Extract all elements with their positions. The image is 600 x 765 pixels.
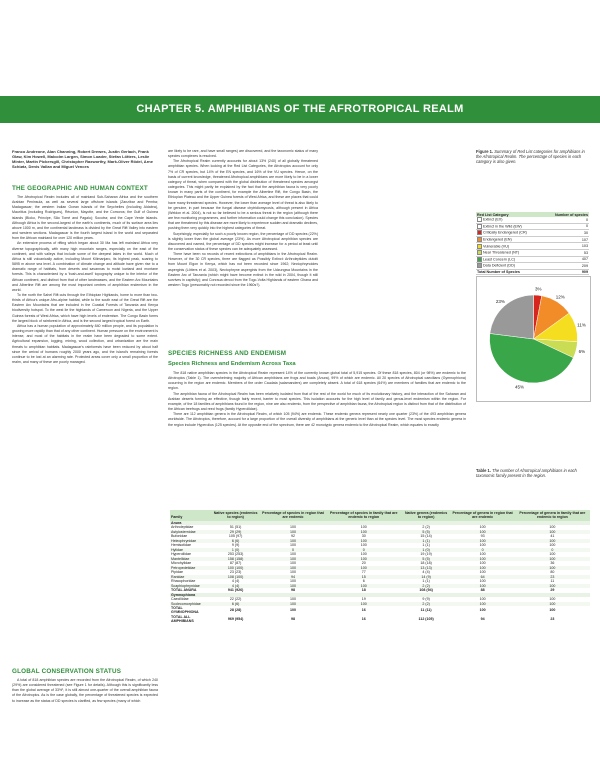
table-cell: 15 [326, 575, 402, 579]
table-cell: 100 [515, 602, 590, 606]
table-1-caption [476, 468, 589, 478]
column-header: Percentage of species in region that are endemic [262, 511, 324, 520]
table-cell: 11 (11) [420, 608, 432, 613]
category-count: 0 [543, 223, 589, 230]
table-cell: 108 (94) [419, 588, 433, 593]
table-cell: Heleophrynidae [170, 539, 211, 543]
table-cell: 18 [361, 588, 366, 593]
table-cell: 100 [479, 525, 486, 530]
column-header: Percentage of genera in family that are endemic to region [515, 510, 590, 521]
table-cell: 80 [550, 570, 555, 575]
table-cell: 16 [361, 616, 366, 621]
section-title-species-richness: SPECIES RICHNESS AND ENDEMISM [168, 350, 287, 357]
table-cell: 100 [515, 566, 590, 570]
table-cell: 105 (97) [228, 534, 243, 539]
table-cell: 23 [550, 616, 555, 621]
table-cell: 93 [480, 534, 485, 539]
table-cell: 100 [450, 602, 514, 606]
table-cell: Scolecomorphidae [170, 602, 211, 606]
paragraph: Surprisingly, especially for such a poorly known region, the percentage of DD species (22%) is slightly lower than the global average (23%). As more Afrotropical amphibian species are discovered and named, the percentage of DD species might increase for a period at least until the conservation status of these species can be adequately assessed. [168, 231, 318, 251]
table-cell: 4 (4) [231, 579, 240, 584]
table-cell: TOTAL GYMNOPHIONA [171, 606, 199, 615]
paragraph: There are 112 amphibian genera in the Afrotropical Realm, of which 105 (94%) are endemic. These endemic genera represent nearly one quarter (23%) of the 493 amphibian genera worldwide. The Afrotropics, therefore, account for a large proportion of the overall diversity of amphibians at the generic level than at the species level. The most species endemic genera in the region include Hyperolius (125 species). At the opposite end of the spectrum, there are 42 monotypic genera endemic to the Afrotropical Realm, which equates to exactly [168, 412, 466, 427]
table-cell: 0 [260, 548, 325, 552]
table-cell: 100 [260, 539, 325, 543]
chapter-banner [0, 96, 600, 123]
table-cell: TOTAL ALL AMPHIBIANS [171, 614, 194, 624]
table-cell: 0 [515, 548, 590, 552]
category-row [476, 249, 589, 256]
table-cell: 14 (9) [402, 575, 451, 579]
table-cell: 100 [515, 530, 590, 534]
table-cell: 23 [515, 575, 590, 579]
category-swatch [477, 257, 482, 262]
table-cell: Rhacophoridae [171, 579, 196, 584]
column-header: Number of species [543, 212, 589, 217]
pie-label-vu: 11% [577, 322, 586, 328]
table-cell: 100 [290, 579, 297, 584]
figure-1-caption [476, 149, 589, 164]
table-cell: 87 (87) [229, 561, 242, 566]
pie-label-en: 12% [555, 294, 565, 300]
table-cell: 13 (13) [402, 566, 451, 570]
category-swatch [477, 263, 482, 268]
category-name: Endangered (EN) [476, 236, 543, 243]
table-cell: 2 (2) [422, 525, 430, 530]
table-cell: 100 [479, 579, 486, 584]
category-name: Least Concern (LC) [476, 256, 543, 263]
table-cell: 16 [361, 608, 366, 613]
paragraph: To the north the Sahel Rift cuts through the Ethiopian Highlands, home to more than two-thirds of Africa's unique Afro-alpine habitat, while to the south east of the Great Rift are the Eastern Arc Mountains that are included in the Coastal Forests of Tanzania and Kenya biodiversity hotspot. To the west lie the highlands of Cameroon and Nigeria, and the Upper Guinea forests of West Africa, which have high levels of endemism. The Congo Basin forms the largest block of rainforest in Africa, and is the second largest tropical forest on Earth. [12, 292, 158, 323]
table-cell: 4 (4) [422, 570, 430, 575]
table-cell: 100 [450, 566, 514, 570]
category-name: Extinct in the Wild (EW) [476, 223, 543, 230]
table-cell: 98 [291, 588, 296, 593]
table-cell: 100 [515, 584, 590, 588]
table-cell: 98 [291, 616, 296, 621]
pie-chart-svg [477, 277, 590, 401]
table-cell: 2 (2) [402, 602, 451, 606]
table-cell: 0 [450, 548, 514, 552]
table-cell: Bufonidae [171, 534, 188, 539]
table-cell: Hemisotidae [171, 543, 191, 548]
table-cell: 100 [326, 539, 402, 543]
category-swatch [477, 230, 482, 235]
table-cell: 64 [450, 575, 514, 579]
column-header: Percentage of species in family that are endemic to region [326, 510, 402, 521]
table-cell: 112 (105) [418, 616, 434, 621]
table-cell: Petropedetidae [170, 566, 211, 570]
category-row [476, 243, 589, 250]
table-cell: 941 (926) [227, 588, 244, 593]
table-cell: 94 [260, 575, 325, 579]
table-cell: 100 [290, 552, 297, 557]
column-header: Percentage of genera in region that are endemic [450, 510, 514, 521]
table-cell: Hyperoliidae [171, 552, 191, 557]
figure-label: Figure 1. [476, 149, 494, 154]
paragraph: The 818 native amphibian species in the Afrotropical Realm represent 14% of the currently known global total of 5,915 species. Of these 818 species, 804 (or 98%) are endemic to the Afrotropics (Table 1). The overwhelming majority of African amphibians are frogs and toads (Anura), 99% of which are endemic. All 20 species of Afrotropical caecilians (Gymnophiona) occurring in the region are endemic. Members of the order Caudata (salamanders) are completely absent. A total of 618 species (64%) are members of families that are endemic to the region. [168, 371, 466, 391]
table-cell: 6 (6) [211, 602, 261, 606]
section-title-global-status: GLOBAL CONSERVATION STATUS [12, 668, 122, 675]
table-cell: 100 [326, 566, 402, 570]
table-cell: 100 [549, 597, 556, 602]
table-cell: 22 (22) [229, 597, 242, 602]
table-cell: 92 [291, 534, 296, 539]
table-cell: 19 (19) [420, 552, 432, 557]
table-cell: 100 [360, 525, 367, 530]
table-cell: 100 [290, 570, 297, 575]
table-cell: 100 [290, 543, 297, 548]
paragraph: The amphibian fauna of the Afrotropical Realm has been relatively isolated from that of the rest of the world for much of its evolutionary history, and the interaction of the Saharan and Arabian deserts forming an effective, though fairly recent, barrier to most species. This isolation accounts for the high level of family and genus-level endemism within the region. For example, of the 18 families of amphibians found in the region, nine are also endemic, from the perspective of amphibian fauna, the Afrotropical region is distinct from that of the distribution of the African treefrogs and reed frogs (family Hyperoliidae). [168, 391, 466, 412]
category-row [476, 256, 589, 263]
table-cell: 77 [361, 570, 366, 575]
table-cell: 100 [450, 557, 514, 561]
table-cell: Hylidae [170, 548, 211, 552]
group-name: Gymnophiona [170, 593, 590, 597]
table-cell: 100 [260, 584, 325, 588]
category-count: 0 [543, 217, 589, 223]
column-two-text [168, 149, 318, 288]
section-title-geographic: THE GEOGRAPHIC AND HUMAN CONTEXT [12, 185, 148, 192]
table-cell: 94 [480, 616, 485, 621]
table-cell: 100 [326, 584, 402, 588]
category-count: 407 [543, 256, 589, 263]
table-cell: 100 [326, 557, 402, 561]
table-cell: 100 [479, 543, 486, 548]
table-label: Table 1. [476, 468, 491, 473]
table-cell: 2 (2) [402, 584, 451, 588]
category-swatch [477, 224, 482, 229]
category-swatch [477, 217, 482, 222]
category-name: Vulnerable (VU) [476, 243, 543, 250]
table-cell: 30 [361, 534, 366, 539]
table-cell: 36 [550, 561, 555, 566]
total-row [170, 606, 590, 615]
table-cell: 1 (0) [402, 548, 451, 552]
table-cell: 158 (158) [211, 557, 261, 561]
table-cell: 100 [450, 530, 514, 534]
table-cell: 6 [362, 579, 365, 584]
category-name: Extinct (EX) [476, 217, 543, 223]
table-cell: 100 [549, 543, 556, 548]
table-cell: 100 [479, 570, 486, 575]
table-cell: 0 [326, 548, 402, 552]
column-header: Native genera (endemics to region) [402, 510, 451, 521]
category-swatch [477, 237, 482, 242]
table-cell: 100 [326, 602, 402, 606]
table-cell: 100 [450, 584, 514, 588]
table-cell: 100 [549, 552, 556, 557]
paragraph: An extensive process of rifting which began about 30 Ma has left mainland Africa very diverse topographically, with many high mountain ranges, especially on the east of the continent, and with valleys that include some of the deepest lakes in the world. Much of Africa is still volcanically active, including Mount Kilimanjaro, its highest peak, soaring to 5895 m above sea level. A combination of climate change and altitude have given rise to a dramatic range of habitats, from deserts and savannas to moist lowland and montane forests. This is characterized by a 'bush-and-swell' topography unique to the interior of the African continent, and distinct from that of other landmasses, and the Eastern Arc Mountains and Albertine Rift are among the most important centres of amphibian endemism in the world. [12, 241, 158, 292]
paragraph: The Afrotropical Realm includes all of mainland Sub-Saharan Africa and the southern Arabian Peninsula, as well as several large offshore islands (Zanzibar and Pemba; Madagascar; the western Indian Ocean islands of the Seychelles (including Aldabra), Mauritius (including Rodrigues), Réunion, Mayotte, and the Comoros; the Gulf of Guinea islands (Bioko, Príncipe, São Tomé and Pagalu); Socotra; and the Cape Verde Islands. Although Africa is the second-largest of the earth's continents, much of its surface area lies above 1000 m, and the continental landmass is divided by the Great Rift Valley into eastern and western sections. Madagascar is the fourth largest island in the world and separated from the African mainland for over 120 million years. [12, 195, 158, 241]
table-cell: 100 [549, 525, 556, 530]
species-richness-text [168, 371, 466, 428]
paragraph: The Afrotropical Realm currently accounts for about 13% (240) of all globally threatened amphibian species. When looking at the Red List Categories, the Afrotropics account for only 7% of CR species, but 14% of the EN species, and 16% of the VU species. Hence, on the basis of current knowledge, threatened Afrotropical amphibians are more likely to be in a lower category of threat, when compared with the global distribution of threatened species amongst categories. This might partly be explained by the fact that the amphibian fauna is very poorly known in many parts of the continent, for example the Albertine Rift, the Congo Basin, the Ethiopian Plateau and the Upper Guinea forests of West Africa, and these are places that could have many threatened species. However, the lower than average level of threat is also likely to be genuine, in part because the fungal disease chytridiomycosis, although present in Africa (Weldon et al. 2004), is not so far believed to be a serious threat in the region (although there are few monitoring programmes, and further information could change this conclusion). Species that are threatened by this disease are more likely to experience sudden and dramatic declines, pushing them very quickly into the highest categories of threat. [168, 159, 318, 231]
red-list-pie-chart [476, 276, 591, 402]
table-cell: 6 (6) [211, 539, 261, 543]
category-count: 103 [543, 243, 589, 250]
category-swatch [477, 250, 482, 255]
table-cell: 20 [361, 561, 366, 566]
column-header: Native species (endemics to region) [211, 510, 261, 521]
category-count: 209 [543, 263, 589, 270]
table-cell: 100 [515, 539, 590, 543]
red-list-table [476, 212, 589, 275]
category-row [476, 223, 589, 230]
table-cell: 100 [260, 530, 325, 534]
table-cell: 1 (1) [402, 539, 451, 543]
table-cell: 1 (1) [422, 579, 430, 584]
table-cell: 100 [260, 602, 325, 606]
global-status-text [12, 678, 158, 704]
paragraph: Africa has a human population of approximately 840 million people, and its population is growing more rapidly than that of any other continent. Human pressure on the environment is intense, and most of the habitats in the realm have been degraded to some extent. Agricultural expansion, logging, mining, wood collection, and urbanization are the main threats to amphibian habitats. Madagascar's rainforests have been reduced by about half since the arrival of humans roughly 2000 years ago, and the island's remaining forests continue to be lost at an alarming rate. Protected areas cover only a small proportion of the realm, and many of these are poorly managed. [12, 323, 158, 364]
paragraph: There have been no records of recent extinctions of amphibians in the Afrotropical Realm. However, of the 30 CR species, three are flagged as Possibly Extinct: Arthroleptides dutoiti from Mount Elgon in Kenya, which has not been recorded since 1962; Nectophrynoides asperginis (Lötters et al. 2003), Nectophryne asperginis from the Udzungwa Mountains in the Eastern Arc of Tanzania (which might have become extinct in the wild in 2004, though it still survives in captivity); and Conraua derooi from the Togo-Volta Highlands of eastern Ghana and western Togo (presumably not recorded since the 1960s?). [168, 252, 318, 288]
table-cell: 100 [479, 561, 486, 566]
table-cell: 100 [479, 608, 486, 613]
category-count: 53 [543, 249, 589, 256]
table-cell: 29 (29) [211, 530, 261, 534]
table-cell: 100 [479, 552, 486, 557]
table-cell: 41 [550, 534, 555, 539]
table-cell: 29 [550, 588, 555, 593]
group-name: Anura [170, 521, 590, 525]
table-cell: 15 (14) [420, 534, 432, 539]
table-cell: TOTAL ANURA [171, 588, 197, 593]
table-cell: 100 [479, 597, 486, 602]
family-table [170, 510, 590, 623]
column-header: Red List Category [476, 212, 543, 217]
table-cell: 100 [515, 557, 590, 561]
table-cell: 100 [549, 608, 556, 613]
total-value: 909 [543, 269, 589, 275]
figure-caption-text: Summary of Red List categories for amphibians in the Afrotropical Realm. The percentage of species in each category is also given. [476, 149, 585, 165]
table-cell: 108 (100) [211, 575, 261, 579]
category-row [476, 230, 589, 237]
table-cell: Mantellidae [170, 557, 211, 561]
table-cell: 9 (9) [231, 543, 240, 548]
table-cell: Ranidae [170, 575, 211, 579]
table-cell: 51 (51) [229, 525, 242, 530]
table-cell: 969 (954) [227, 616, 244, 621]
table-cell: 253 (253) [227, 552, 244, 557]
table-cell: 100 [290, 608, 297, 613]
table-cell: 100 [290, 597, 297, 602]
category-count: 30 [543, 230, 589, 237]
category-name: Data Deficient (DD) [476, 263, 543, 270]
table-cell: Arthroleptidae [171, 525, 194, 530]
table-cell: 18 (18) [420, 561, 432, 566]
table-cell: 1 (0) [211, 548, 261, 552]
category-row [476, 263, 589, 270]
total-row [170, 615, 590, 624]
table-cell: 28 (28) [229, 608, 242, 613]
table-caption-text: The number of Afrotropical amphibians in each taxonomic family present in the region. [476, 468, 577, 479]
pie-label-nt: 6% [578, 348, 586, 354]
table-cell: 11 [550, 579, 555, 584]
table-cell: Pipidae [171, 570, 183, 575]
table-cell: 100 [450, 539, 514, 543]
table-cell: 5 (5) [402, 557, 451, 561]
pie-label-cr: 3% [534, 286, 542, 292]
subsection-title: Species Richness and Endemism Across Taxa [168, 361, 296, 367]
author-list: Franco Andreone, Alan Channing, Robert Drewes, Justin Gerlach, Frank Glaw, Kim Howell, Malcolm Largen, Simon Loader, Stefan Lötters, Leslie Minter, Martin Pickersgill, Christopher Raxworthy, Mark-Oliver Rödel, Arne Schiøtz, Denis Vallan and Miguel Vences [12, 149, 153, 169]
table-cell: 100 [290, 525, 297, 530]
table-cell: 88 [480, 588, 485, 593]
table-cell: 100 [326, 530, 402, 534]
table-cell: 100 [260, 557, 325, 561]
table-cell: 1 (1) [422, 543, 430, 548]
pie-label-dd: 23% [495, 298, 505, 304]
table-cell: 100 (100) [211, 566, 261, 570]
chapter-title: CHAPTER 5. AMPHIBIANS OF THE AFROTROPICAL REALM [136, 103, 464, 115]
category-row [476, 236, 589, 243]
table-cell: 4 (4) [211, 584, 261, 588]
paragraph: A total of 818 amphibian species are recorded from the Afrotropical Realm, of which 240 (29%) are considered threatened (see Figure 1 for details). Although this is significantly less than the global average of 33%¹, it is still almost one-quarter of the overall amphibian fauna of the Afrotropics. As is the case globally, the percentage of threatened species is expected to increase as the status of DD species is clarified, as few species (many of which [12, 678, 158, 703]
table-cell: 100 [290, 561, 297, 566]
table-cell: Scaphiophrynidae [170, 584, 211, 588]
column-one-text [12, 195, 158, 365]
category-name: Critically Endangered (CR) [476, 230, 543, 237]
table-cell: 5 (5) [402, 530, 451, 534]
category-count: 107 [543, 236, 589, 243]
table-cell: Astylosternidae [170, 530, 211, 534]
table-cell: Caeciliidae [171, 597, 189, 602]
table-cell: 100 [360, 543, 367, 548]
table-cell: 19 [361, 597, 366, 602]
table-cell: 100 [260, 566, 325, 570]
table-cell: Microhylidae [171, 561, 192, 566]
column-header: Family [170, 510, 211, 521]
paragraph: are likely to be rare, and have small ranges) are discovered, and the taxonomic status of many species complexes is resolved. [168, 149, 318, 159]
table-cell: 9 (9) [422, 597, 430, 602]
table-cell: 100 [360, 552, 367, 557]
total-label: Total Number of Species [476, 269, 543, 275]
pie-label-lc: 45% [515, 384, 525, 390]
table-cell: 23 (23) [229, 570, 242, 575]
category-name: Near Threatened (NT) [476, 249, 543, 256]
category-swatch [477, 244, 482, 249]
